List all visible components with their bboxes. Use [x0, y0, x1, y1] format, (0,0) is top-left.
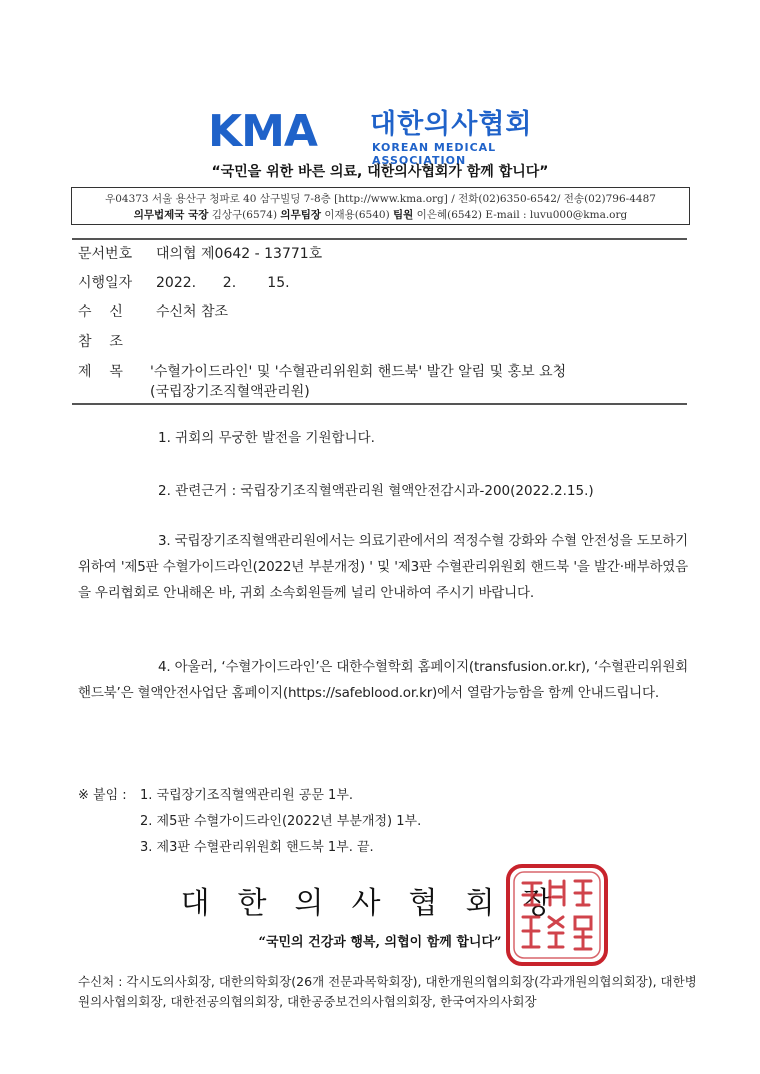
staff-label: 팀원 — [393, 209, 414, 221]
recipients-list: 수신처 : 각시도의사회장, 대한의학회장(26개 전문과목학회장), 대한개원의협의회장(각과개원의협의회장), 대한병원의사협의회장, 대한전공의협의회장, 대한공중보건의사협의회장, 한국여자의사회장 — [78, 974, 697, 1009]
footer-slogan: “국민의 건강과 행복, 의협이 함께 합니다” — [258, 935, 502, 950]
sender-title: 대한의사협회장 — [180, 886, 580, 921]
recipient-label: 수 신 — [78, 304, 123, 320]
subject-divider — [72, 403, 687, 405]
attachment-item: 2. 제5판 수혈가이드라인(2022년 부분개정) 1부. — [140, 814, 422, 829]
contact-address: 우04373 서울 용산구 청파로 40 삼구빌딩 7-8층 [http://www.kma.org] / 전화(02)6350-6542/ 전송(02)796-4487 — [105, 193, 656, 205]
date-value: 2022. 2. 15. — [156, 275, 290, 291]
recipient-value: 수신처 참조 — [156, 304, 229, 320]
paragraph-1: 1. 귀회의 무궁한 발전을 기원합니다. — [158, 430, 375, 446]
staff-contact: 이은혜(6542) E-mail : luvu000@kma.org — [416, 209, 628, 221]
reference-label: 참 조 — [78, 334, 123, 350]
attachment-item: 1. 국립장기조직혈액관리원 공문 1부. — [140, 788, 354, 803]
paragraph-3: 3. 국립장기조직혈액관리원에서는 의료기관에서의 적정수혈 강화와 수혈 안전성을 도모하기 위하여 '제5판 수혈가이드라인(2022년 부분개정) ' 및 '제3판 수혈관리위원회 핸드북 '을 발간·배부하였음을 우리협회로 안내해온 바, 귀회 소속회원들께 널리 안내하여 주시기 바랍니다. — [78, 533, 688, 601]
header-slogan: “국민을 위한 바른 의료, 대한의사협회가 함께 합니다” — [211, 164, 549, 180]
subject-line-2: (국립장기조직혈액관리원) — [150, 384, 310, 400]
team-label: 의무팀장 — [280, 209, 321, 221]
contact-box — [71, 187, 690, 225]
attachment-item: 3. 제3판 수혈관리위원회 핸드북 1부. 끝. — [140, 840, 374, 855]
kma-logo — [208, 106, 568, 167]
top-divider — [72, 238, 687, 240]
attachments-label: ※ 붙임 : — [78, 788, 127, 803]
official-seal — [505, 863, 609, 967]
logo-name-english: KOREAN MEDICAL ASSOCIATION — [372, 141, 497, 167]
logo-mark: KMA — [208, 106, 317, 157]
paragraph-4: 4. 아울러, ‘수혈가이드라인’은 대한수혈학회 홈페이지(transfusion.or.kr), ‘수혈관리위원회 핸드북’은 혈액안전사업단 홈페이지(https://safeblood.or.kr)에서 열람가능함을 함께 안내드립니다. — [78, 659, 688, 701]
subject-label: 제 목 — [78, 364, 123, 380]
team-name: 이재용(6540) — [324, 209, 390, 221]
contact-staff — [72, 207, 689, 222]
doc-number: 대의협 제0642 - 13771호 — [156, 246, 323, 262]
paragraph-2: 2. 관련근거 : 국립장기조직혈액관리원 혈액안전감시과-200(2022.2.15.) — [158, 483, 594, 499]
dept-label: 의무법제국 국장 — [133, 209, 209, 221]
subject-line-1: '수혈가이드라인' 및 '수혈관리위원회 핸드북' 발간 알림 및 홍보 요청 — [150, 364, 567, 380]
date-label: 시행일자 — [78, 275, 133, 291]
doc-number-label: 문서번호 — [78, 246, 133, 262]
dept-name: 김상구(6574) — [211, 209, 278, 221]
logo-name-korean: 대한의사협회 — [370, 109, 533, 140]
